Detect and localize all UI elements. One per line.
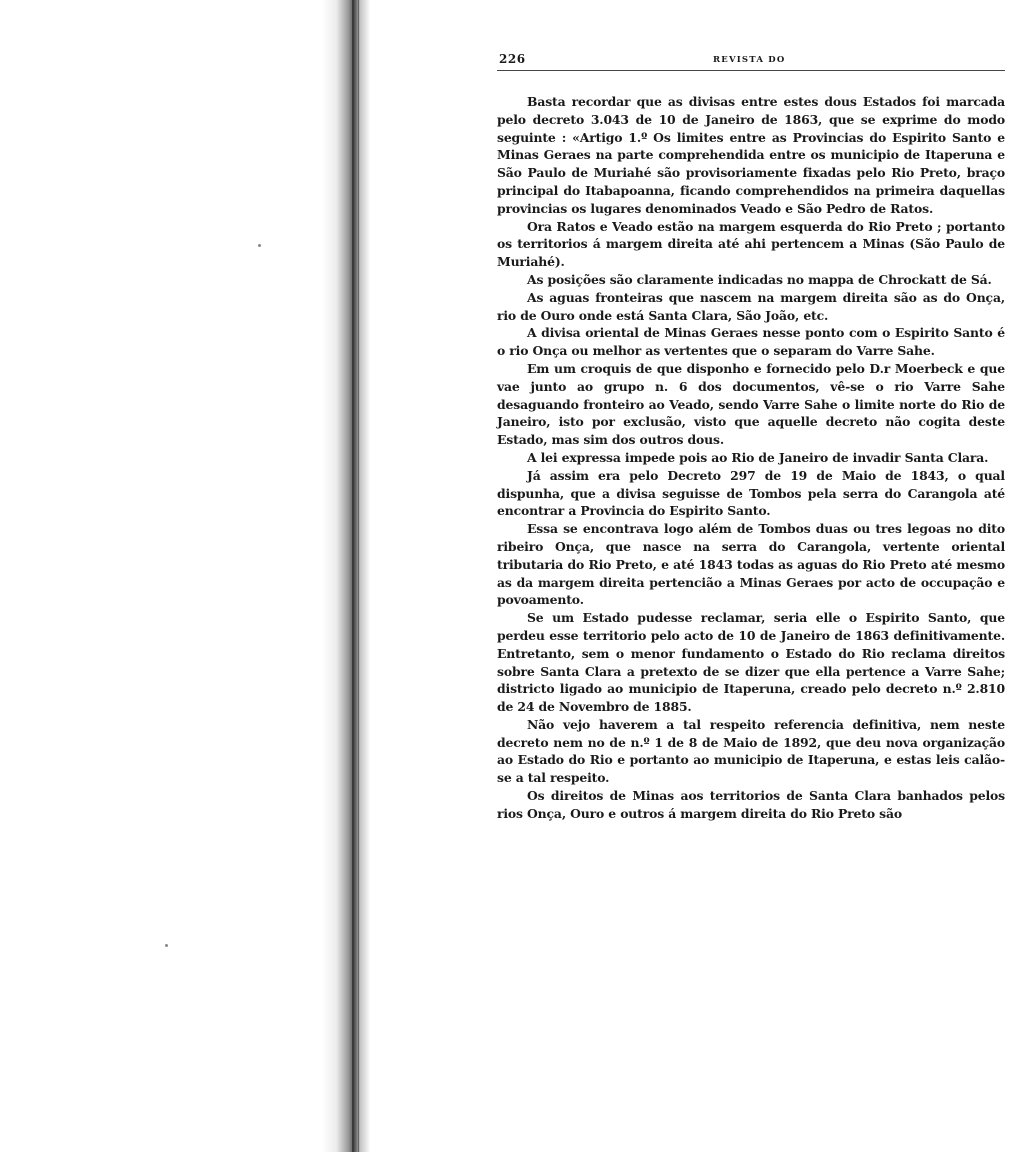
paper-speck <box>258 244 261 247</box>
page-number: 226 <box>499 52 526 66</box>
running-head: REVISTA DO <box>713 55 786 65</box>
paragraph: A divisa oriental de Minas Geraes nesse ponto com o Espirito Santo é o rio Onça ou melhor as vertentes que o separam do Varre Sahe. <box>497 325 1005 359</box>
spine-edge-line-secondary <box>358 0 359 1152</box>
paper-speck <box>165 944 168 947</box>
paragraph: As aguas fronteiras que nascem na margem direita são as do Onça, rio de Ouro onde está Santa Clara, São João, etc. <box>497 289 1005 323</box>
spine-edge-line <box>352 0 354 1152</box>
paragraph: Os direitos de Minas aos territorios de Santa Clara banhados pelos rios Onça, Ouro e outros á margem direita do Rio Preto são <box>497 788 1005 821</box>
paragraph: Já assim era pelo Decreto 297 de 19 de Maio de 1843, o qual dispunha, que a divisa seguisse de Tombos pela serra do Carangola até encontrar a Provincia do Espirito Santo. <box>497 467 1005 519</box>
paragraph: Não vejo haverem a tal respeito referencia definitiva, nem neste decreto nem no de n.º 1 de 8 de Maio de 1892, que deu nova organização ao Estado do Rio e portanto ao municipio de Itaperuna, e estas leis calão-se a tal respeito. <box>497 716 1005 786</box>
paragraph: Essa se encontrava logo além de Tombos duas ou tres legoas no dito ribeiro Onça, que nasce na serra do Carangola, vertente oriental tributaria do Rio Preto, e até 1843 todas as aguas do Rio Preto até mesmo as da margem direita pertencião a Minas Geraes por acto de occupação e povoamento. <box>497 521 1005 608</box>
paragraph: A lei expressa impede pois ao Rio de Janeiro de invadir Santa Clara. <box>527 449 989 465</box>
book-spine-shadow <box>322 0 370 1152</box>
book-page <box>497 48 1005 823</box>
paragraph: As posições são claramente indicadas no mappa de Chrockatt de Sá. <box>527 271 992 287</box>
paragraph: Basta recordar que as divisas entre estes dous Estados foi marcada pelo decreto 3.043 de 10 de Janeiro de 1863, que se exprime do modo seguinte : «Artigo 1.º Os limites entre as Provincias do Espirito Santo e Minas Geraes na parte comprehendida entre os municipio de Itaperuna e São Paulo de Muriahé são provisoriamente fixadas pelo Rio Preto, braço principal do Itabapoanna, ficando comprehendidos na primeira daquellas provincias os lugares denominados Veado e São Pedro de Ratos. <box>497 94 1005 216</box>
page-header <box>497 48 1005 71</box>
paragraph: Se um Estado pudesse reclamar, seria elle o Espirito Santo, que perdeu esse territorio pelo acto de 10 de Janeiro de 1863 definitivamente. Entretanto, sem o menor fundamento o Estado do Rio reclama direitos sobre Santa Clara a pretexto de se dizer que ella pertence a Varre Sahe; districto ligado ao municipio de Itaperuna, creado pelo decreto n.º 2.810 de 24 de Novembro de 1885. <box>497 610 1005 715</box>
paragraph: Em um croquis de que disponho e fornecido pelo D.r Moerbeck e que vae junto ao grupo n. 6 dos documentos, vê-se o rio Varre Sahe desaguando fronteiro ao Veado, sendo Varre Sahe o limite norte do Rio de Janeiro, isto por exclusão, visto que aquelle decreto não cogita deste Estado, mas sim dos outros dous. <box>497 360 1005 448</box>
page-body <box>497 93 1005 823</box>
paragraph: Ora Ratos e Veado estão na margem esquerda do Rio Preto ; portanto os territorios á margem direita até ahi pertencem a Minas (São Paulo de Muriahé). <box>497 218 1005 270</box>
